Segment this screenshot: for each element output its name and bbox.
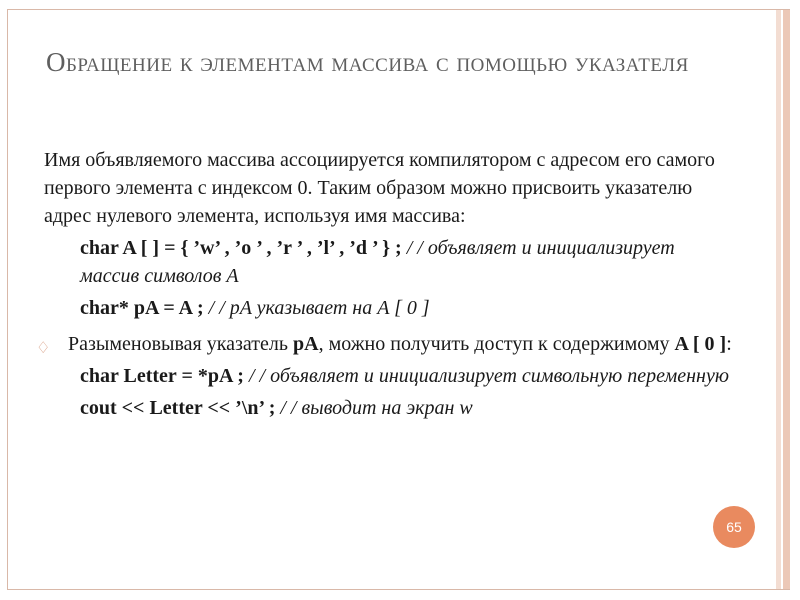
code-line-4: [44, 394, 734, 422]
decorative-side-band: [776, 10, 790, 589]
slide-title: Обращение к элементам массива с помощью указателя: [46, 47, 689, 77]
intro-paragraph: Имя объявляемого массива ассоциируется компилятором с адресом его самого первого элемента с индексом 0. Таким образом можно присвоить указателю адрес нулевого элемента, используя имя массива:: [44, 149, 715, 227]
code-comment: / / выводит на экран w: [280, 397, 473, 419]
code-comment: / / объявляет и инициализирует массив символов A: [80, 237, 675, 287]
code-statement: cout << Letter << ’\n’ ;: [80, 397, 281, 419]
code-statement: char* pA = A ;: [80, 297, 209, 319]
code-comment: / / pA указывает на A [ 0 ]: [208, 297, 430, 319]
code-line-2: [44, 294, 734, 322]
bullet-paragraph: [36, 330, 734, 358]
bullet-bold: A [ 0 ]: [674, 333, 727, 355]
bullet-bold: pA: [292, 333, 319, 355]
code-line-1: [44, 234, 734, 290]
slide-content: [36, 146, 734, 422]
code-comment: / / объявляет и инициализирует символьную переменную: [248, 365, 729, 387]
bullet-text: Разыменовывая указатель: [68, 333, 293, 355]
bullet-text: , можно получить доступ к содержимому: [318, 333, 675, 355]
bullet-icon: ♢: [36, 338, 51, 357]
code-statement: char Letter = *pA ;: [80, 365, 249, 387]
code-line-3: [44, 362, 734, 390]
code-statement: char A [ ] = { ’w’ , ’o ’ , ’r ’ , ’l’ , ’d ’ } ;: [80, 237, 407, 259]
page-number-badge: 65: [713, 506, 755, 548]
bullet-text: :: [726, 333, 732, 355]
